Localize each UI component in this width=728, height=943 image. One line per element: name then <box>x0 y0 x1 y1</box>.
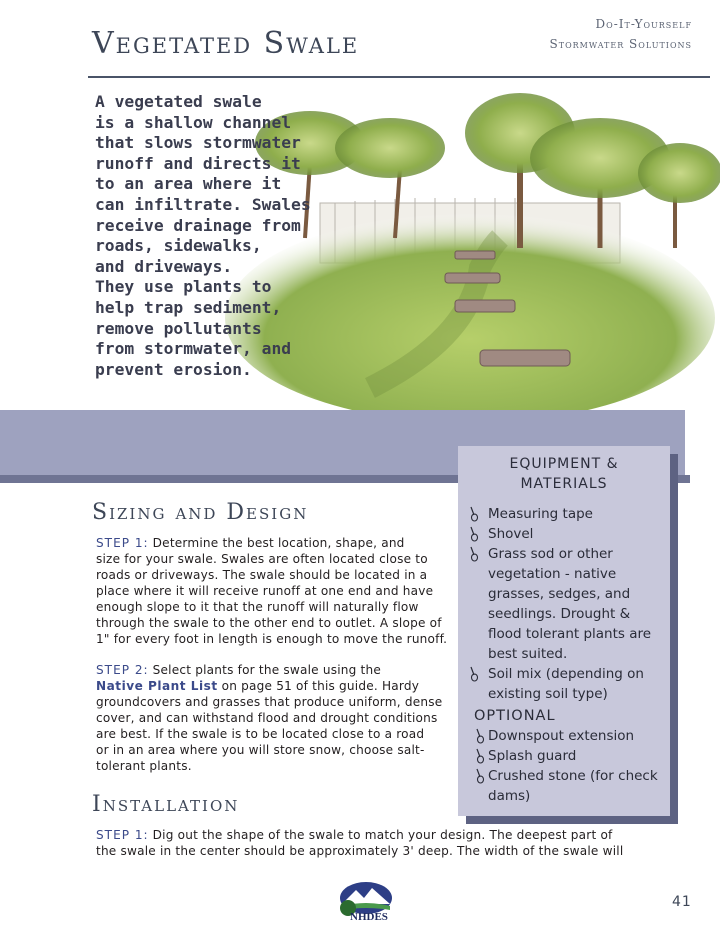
page-title: Vegetated Swale <box>92 26 360 61</box>
shovel-bullet-icon <box>474 768 486 784</box>
optional-item: Crushed stone (for check dams) <box>466 766 666 806</box>
shovel-bullet-icon <box>474 728 486 744</box>
intro-line: roads, sidewalks, <box>95 236 262 256</box>
installation-heading: Installation <box>92 792 240 817</box>
step-label: STEP 1: <box>96 828 149 842</box>
page-number: 41 <box>672 894 692 910</box>
equipment-title <box>458 454 670 494</box>
title-rule <box>88 76 710 78</box>
sizing-step1: STEP 1: Determine the best location, shape, and size for your swale. Swales are often located close to roads or driveways. The swale should be located in a place where it will receive runoff at one end and have enough slope to it that the runoff will naturally flow through the swale to the other end to outlet. A slope of 1" for every foot in length is enough to move the runoff. <box>96 536 448 646</box>
intro-line: receive drainage from <box>95 215 301 235</box>
sizing-heading: Sizing and Design <box>92 500 309 525</box>
shovel-bullet-icon <box>474 748 486 764</box>
optional-item: Splash guard <box>466 746 666 766</box>
intro-text <box>95 92 325 380</box>
equipment-title-line-1: EQUIPMENT & <box>509 456 619 472</box>
step-label: STEP 1: <box>96 536 149 550</box>
intro-line: They use plants to <box>95 277 272 297</box>
equipment-item: Soil mix (depending on existing soil type) <box>466 664 666 704</box>
intro-line: that slows stormwater <box>95 133 301 153</box>
equipment-list <box>466 504 666 806</box>
intro-line: can infiltrate. Swales <box>95 194 311 214</box>
intro-line: A vegetated swale <box>95 92 262 111</box>
intro-line: remove pollutants <box>95 318 262 338</box>
shovel-bullet-icon <box>468 546 480 562</box>
intro-line: is a shallow channel <box>95 112 292 132</box>
intro-line: and driveways. <box>95 256 233 276</box>
step-label: STEP 2: <box>96 663 149 677</box>
shovel-bullet-icon <box>468 666 480 682</box>
intro-line: to an area where it <box>95 174 282 194</box>
equipment-box <box>458 446 670 816</box>
intro-line: help trap sediment, <box>95 297 282 317</box>
optional-label: OPTIONAL <box>474 708 556 724</box>
equipment-item: Measuring tape <box>466 504 666 524</box>
series-title <box>550 14 692 54</box>
equipment-title-line-2: MATERIALS <box>520 476 608 492</box>
intro-line: from stormwater, and <box>95 339 292 359</box>
equipment-item: Grass sod or other vegetation - native grasses, sedges, and seedlings. Drought & flood tolerant plants are best suited. <box>466 544 666 664</box>
shovel-bullet-icon <box>468 506 480 522</box>
svg-text:NHDES: NHDES <box>350 911 388 923</box>
native-plant-list-link[interactable]: Native Plant List <box>96 679 218 693</box>
intro-line: runoff and directs it <box>95 153 301 173</box>
sizing-step2: STEP 2: Select plants for the swale using the Native Plant List on page 51 of this guide. Hardy groundcovers and grasses that produce uniform, dense cover, and can withstand flood and drought conditions are best. If the swale is to be located close to a road or in an area where you will store snow, choose salt- tolerant plants. <box>96 663 443 773</box>
shovel-bullet-icon <box>468 526 480 542</box>
series-line-2: Stormwater Solutions <box>549 37 692 51</box>
series-line-1: Do-It-Yourself <box>595 17 692 31</box>
intro-line: prevent erosion. <box>95 359 252 379</box>
equipment-item: Shovel <box>466 524 666 544</box>
optional-item: Downspout extension <box>466 726 666 746</box>
nhdes-logo <box>326 880 406 928</box>
installation-step1: STEP 1: Dig out the shape of the swale to match your design. The deepest part of the swale in the center should be approximately 3' deep. The width of the swale will <box>96 828 624 858</box>
